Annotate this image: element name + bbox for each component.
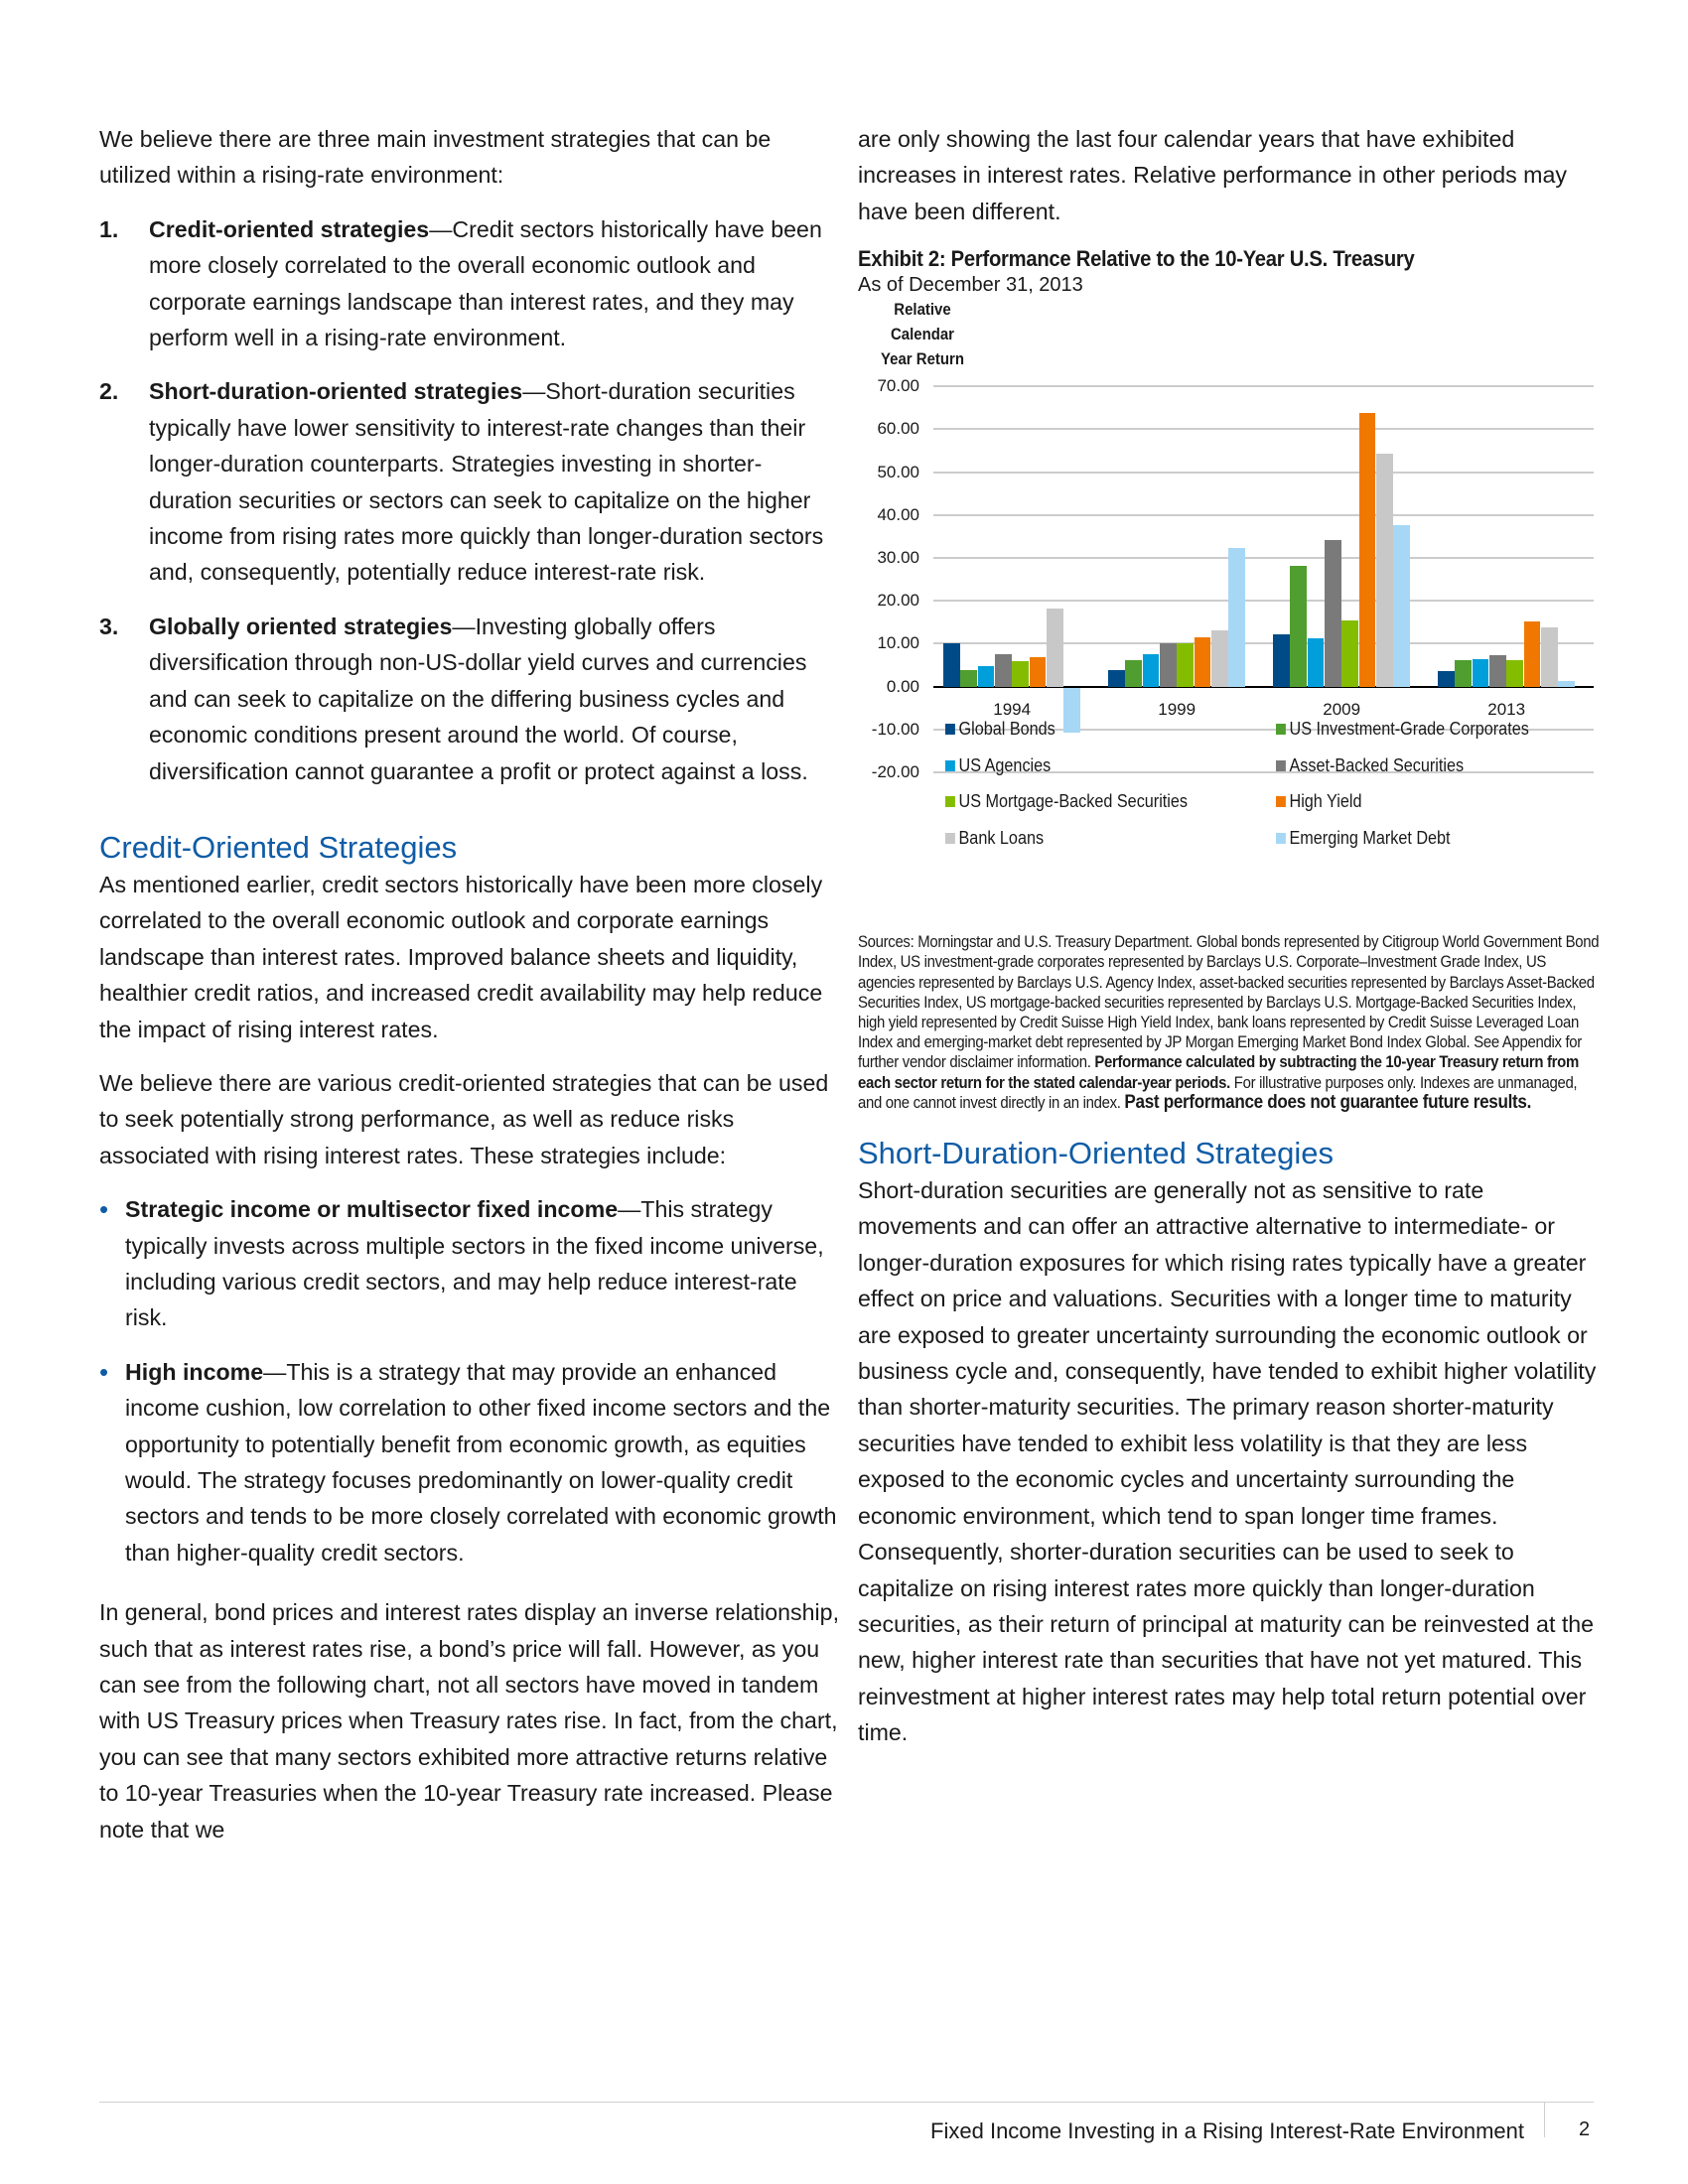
legend-item bbox=[945, 828, 1243, 849]
bullet-item bbox=[99, 1191, 839, 1336]
strategy-numbered-list bbox=[99, 211, 839, 789]
item-text bbox=[149, 373, 839, 590]
legend-swatch-icon bbox=[945, 796, 955, 807]
bar-bank-loans-1994 bbox=[1047, 609, 1063, 686]
item-text bbox=[149, 211, 839, 356]
y-tick-label: 50.00 bbox=[877, 462, 919, 481]
bar-high-yield-1994 bbox=[1030, 657, 1047, 686]
footer-separator bbox=[1544, 2102, 1545, 2137]
bar-bank-loans-2013 bbox=[1541, 627, 1558, 687]
bar-asset-backed-securities-1999 bbox=[1160, 643, 1177, 686]
legend-swatch-icon bbox=[1276, 724, 1286, 735]
chart-sources-note bbox=[858, 932, 1600, 1113]
item-number: 3. bbox=[99, 613, 119, 639]
past-performance-disclaimer: Past performance does not guarantee future results. bbox=[1124, 1091, 1532, 1113]
bar-us-agencies-2013 bbox=[1473, 659, 1489, 687]
legend-label: Global Bonds bbox=[958, 719, 1055, 740]
bullet-body: —This is a strategy that may provide an enhanced income cushion, low correlation to other fixed income sectors and the opportunity to potentially benefit from economic growth, as equities would. The strategy focuses predominantly on lower-quality credit sectors and tends to be more closely correlated with economic growth than higher-quality credit sectors. bbox=[125, 1358, 837, 1566]
bar-us-mortgage-backed-securities-1994 bbox=[1012, 661, 1029, 687]
credit-oriented-heading: Credit-Oriented Strategies bbox=[99, 829, 458, 865]
bar-bank-loans-2009 bbox=[1376, 454, 1393, 687]
bullet-text bbox=[125, 1191, 839, 1336]
legend-label: Bank Loans bbox=[958, 827, 1045, 848]
bar-global-bonds-2009 bbox=[1273, 634, 1290, 687]
bar-asset-backed-securities-2013 bbox=[1489, 655, 1506, 687]
credit-paragraph-1: As mentioned earlier, credit sectors historically have been more closely correlated to the overall economic outlook and corporate earnings landscape than interest rates. Improved balance sheets and liquidity, healthier credit ratios, and increased credit availability may help reduce the impact of rising interest rates. bbox=[99, 871, 823, 1042]
footer-document-title: Fixed Income Investing in a Rising Interest-Rate Environment bbox=[930, 2118, 1524, 2143]
bullet-item bbox=[99, 1354, 839, 1570]
bullet-body: —This strategy typically invests across multiple sectors in the fixed income universe, including various credit sectors, and may help reduce interest-rate risk. bbox=[125, 1196, 824, 1331]
bar-global-bonds-2013 bbox=[1438, 671, 1455, 687]
y-tick-label: 0.00 bbox=[886, 676, 919, 696]
legend-swatch-icon bbox=[945, 724, 955, 735]
x-category-label: 2009 bbox=[1323, 699, 1361, 719]
credit-paragraph-2: We believe there are various credit-oriented strategies that can be used to seek potentially strong performance, as well as reduce risks associated with rising interest rates. These strategies include: bbox=[99, 1069, 829, 1168]
bar-us-investment-grade-corporates-2013 bbox=[1455, 660, 1472, 687]
gridline bbox=[933, 385, 1594, 387]
bar-us-investment-grade-corporates-2009 bbox=[1290, 566, 1307, 687]
bullet-title: High income bbox=[125, 1358, 264, 1385]
legend-item bbox=[1276, 719, 1562, 740]
bar-asset-backed-securities-2009 bbox=[1325, 540, 1341, 687]
bar-high-yield-2013 bbox=[1524, 621, 1541, 687]
numbered-item bbox=[99, 211, 839, 356]
gridline bbox=[933, 428, 1594, 430]
bullet-dot-icon: • bbox=[99, 1356, 109, 1387]
legend-swatch-icon bbox=[945, 833, 955, 844]
intro-paragraph: We believe there are three main investment strategies that can be utilized within a rising-rate environment: bbox=[99, 126, 772, 189]
y-axis-label: Relative Calendar Year Return bbox=[881, 300, 964, 369]
page-number: 2 bbox=[1579, 2118, 1591, 2140]
y-tick-label: -10.00 bbox=[871, 719, 919, 739]
gridline bbox=[933, 642, 1594, 644]
item-title: Short-duration-oriented strategies bbox=[149, 378, 523, 405]
y-tick-label: 20.00 bbox=[877, 591, 919, 611]
legend-label: US Investment-Grade Corporates bbox=[1289, 719, 1529, 740]
sources-text: Sources: Morningstar and U.S. Treasury Department. Global bonds represented by Citigroup World Government Bond Index, US investment-grade corporates represented by Barclays U.S. Corporate–Investment Grade Index, US agencies represented by Barclays U.S. Agency Index, asset-backed securities represented by Barclays Asset-Backed Securities Index, US mortgage-backed securities represented by Barclays U.S. Mortgage-Backed Securities Index, high yield represented by Credit Suisse High Yield Index, bank loans represented by Credit Suisse Leveraged Loan Index and emerging-market debt represented by JP Morgan Emerging Market Bond Index Global. See Appendix for further vendor disclaimer information. bbox=[858, 932, 1600, 1072]
bullet-title: Strategic income or multisector fixed income bbox=[125, 1196, 619, 1223]
left-column bbox=[99, 121, 839, 1847]
footer-divider bbox=[99, 2102, 1594, 2103]
continuation-paragraph: are only showing the last four calendar years that have exhibited increases in interest rates. Relative performance in other periods may have been different. bbox=[858, 126, 1567, 224]
y-tick-label: 70.00 bbox=[877, 376, 919, 396]
item-number: 1. bbox=[99, 215, 119, 242]
legend-label: Asset-Backed Securities bbox=[1289, 754, 1465, 775]
bar-us-investment-grade-corporates-1994 bbox=[960, 670, 977, 686]
item-text bbox=[149, 609, 839, 789]
legend-swatch-icon bbox=[1276, 796, 1286, 807]
numbered-item bbox=[99, 373, 839, 590]
bar-us-agencies-2009 bbox=[1308, 638, 1325, 687]
legend-label: Emerging Market Debt bbox=[1289, 827, 1451, 848]
right-column bbox=[858, 121, 1598, 1751]
y-tick-label: 40.00 bbox=[877, 504, 919, 524]
legend-item bbox=[945, 755, 1243, 776]
bar-global-bonds-1994 bbox=[943, 643, 960, 686]
closing-paragraph: In general, bond prices and interest rates display an inverse relationship, such that as interest rates rise, a bond’s price will fall. However, as you can see from the following chart, not all sectors have moved in tandem with US Treasury prices when Treasury rates rise. In fact, from the chart, you can see that many sectors exhibited more attractive returns relative to 10-year Treasuries when the 10-year Treasury rate increased. Please note that we bbox=[99, 1599, 840, 1843]
gridline bbox=[933, 514, 1594, 516]
legend-item bbox=[1276, 755, 1562, 776]
legend-label: US Agencies bbox=[958, 754, 1052, 775]
bar-emerging-market-debt-2009 bbox=[1393, 525, 1410, 687]
legend-label: High Yield bbox=[1289, 791, 1362, 812]
bar-emerging-market-debt-2013 bbox=[1558, 681, 1575, 686]
y-tick-label: -20.00 bbox=[871, 762, 919, 782]
bar-chart bbox=[858, 297, 1598, 932]
bar-bank-loans-1999 bbox=[1211, 630, 1228, 686]
numbered-item bbox=[99, 609, 839, 789]
legend-swatch-icon bbox=[1276, 760, 1286, 771]
bullet-text bbox=[125, 1354, 839, 1570]
item-number: 2. bbox=[99, 378, 119, 405]
bar-us-investment-grade-corporates-1999 bbox=[1125, 660, 1142, 687]
x-category-label: 2013 bbox=[1487, 699, 1526, 719]
credit-strategy-bullets bbox=[99, 1191, 839, 1570]
bar-us-mortgage-backed-securities-2013 bbox=[1506, 660, 1523, 687]
bar-asset-backed-securities-1994 bbox=[995, 654, 1012, 687]
short-duration-heading: Short-Duration-Oriented Strategies bbox=[858, 1136, 1335, 1171]
legend-label: US Mortgage-Backed Securities bbox=[958, 791, 1189, 812]
bar-global-bonds-1999 bbox=[1108, 670, 1125, 687]
chart-legend bbox=[945, 719, 1581, 849]
legend-item bbox=[945, 791, 1243, 812]
gridline bbox=[933, 600, 1594, 602]
bar-us-mortgage-backed-securities-1999 bbox=[1177, 643, 1194, 686]
y-tick-label: 10.00 bbox=[877, 633, 919, 653]
legend-item bbox=[1276, 791, 1562, 812]
x-category-label: 1999 bbox=[1158, 699, 1196, 719]
bar-us-mortgage-backed-securities-2009 bbox=[1341, 620, 1358, 687]
gridline bbox=[933, 557, 1594, 559]
bar-us-agencies-1999 bbox=[1143, 654, 1160, 687]
short-duration-paragraph: Short-duration securities are generally not as sensitive to rate movements and can offer an attractive alternative to intermediate- or longer-duration exposures for which rising rates typically have a greater effect on price and valuations. Securities with a longer time to maturity are exposed to greater uncertainty surrounding the economic outlook or business cycle and, consequently, have tended to exhibit higher volatility than shorter-maturity securities. The primary reason shorter-maturity securities have tended to exhibit less volatility is that they are less exposed to the economic cycles and uncertainty surrounding the economic environment, which tend to span longer time frames. Consequently, shorter-duration securities can be used to seek to capitalize on rising interest rates more quickly than longer-duration securities, as their return of principal at maturity can be reinvested at the new, higher interest rate than securities that have not yet matured. This reinvestment at higher interest rates may help total return potential over time. bbox=[858, 1177, 1597, 1746]
y-tick-label: 30.00 bbox=[877, 548, 919, 568]
bar-us-agencies-1994 bbox=[978, 666, 995, 686]
legend-item bbox=[945, 719, 1243, 740]
gridline bbox=[933, 472, 1594, 474]
sources-bold-text: Performance calculated by subtracting the 10-year Treasury return from each sector return for the stated calendar-year periods. bbox=[858, 1052, 1579, 1092]
sources-text-2: For illustrative purposes only. Indexes are unmanaged, and one cannot invest directly in an index. bbox=[858, 1072, 1578, 1112]
bar-high-yield-2009 bbox=[1359, 413, 1376, 686]
exhibit-title: Exhibit 2: Performance Relative to the 10-Year U.S. Treasury bbox=[858, 246, 1415, 272]
item-body: —Credit sectors historically have been more closely correlated to the overall economic outlook and corporate earnings landscape than interest rates, and they may perform well in a rising-rate environment. bbox=[149, 215, 822, 351]
legend-swatch-icon bbox=[945, 760, 955, 771]
item-title: Globally oriented strategies bbox=[149, 613, 453, 639]
legend-item bbox=[1276, 828, 1562, 849]
bar-emerging-market-debt-1999 bbox=[1228, 548, 1245, 687]
item-body: —Short-duration securities typically have lower sensitivity to interest-rate changes than their longer-duration counterparts. Strategies investing in shorter-duration securities or sectors can seek to capitalize on the higher income from rising rates more quickly than longer-duration sectors and, consequently, potentially reduce interest-rate risk. bbox=[149, 378, 824, 586]
item-body: —Investing globally offers diversification through non-US-dollar yield curves and currencies and can seek to capitalize on the differing business cycles and economic conditions present around the world. Of course, diversification cannot guarantee a profit or protect against a loss. bbox=[149, 613, 808, 784]
x-category-label: 1994 bbox=[993, 699, 1032, 719]
bar-high-yield-1999 bbox=[1195, 637, 1211, 687]
item-title: Credit-oriented strategies bbox=[149, 215, 430, 242]
legend-swatch-icon bbox=[1276, 833, 1286, 844]
exhibit-subtitle: As of December 31, 2013 bbox=[858, 274, 1083, 297]
bullet-dot-icon: • bbox=[99, 1194, 109, 1225]
y-tick-label: 60.00 bbox=[877, 419, 919, 439]
